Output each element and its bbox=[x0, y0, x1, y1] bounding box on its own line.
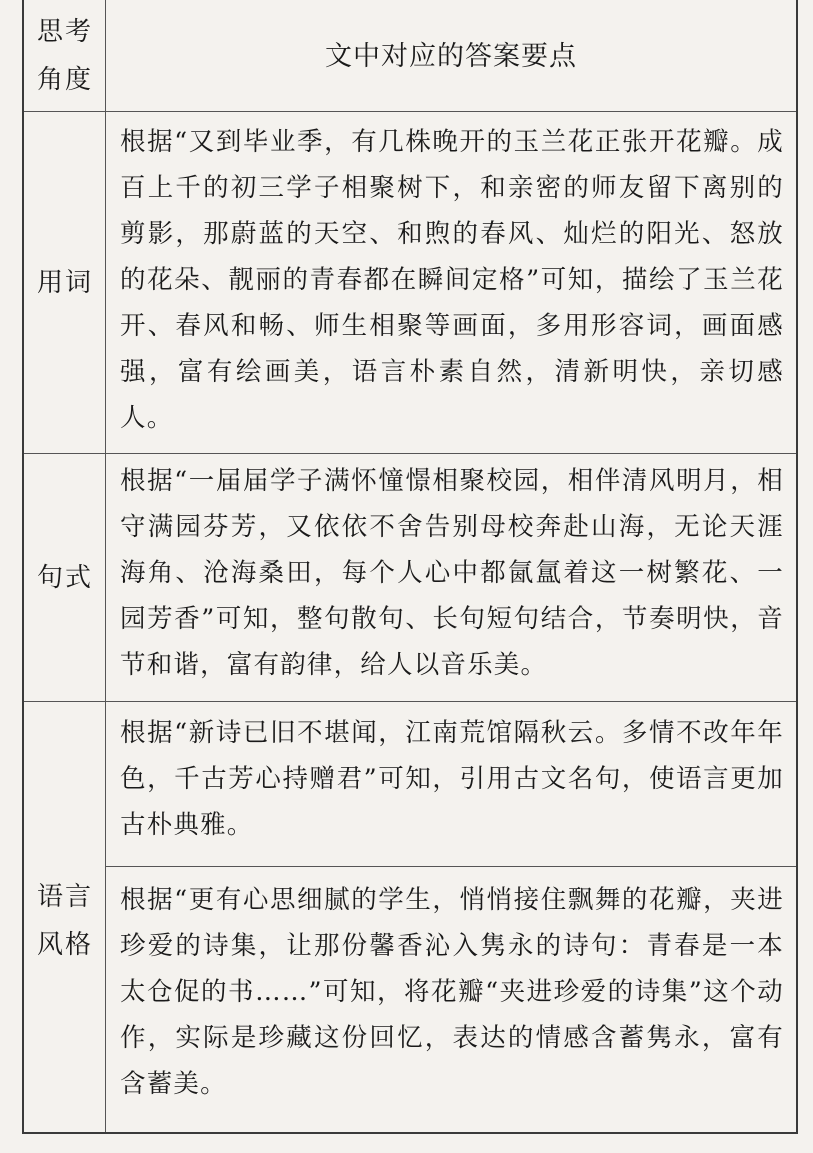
table-row-word-choice bbox=[24, 112, 796, 454]
table-row-language-style bbox=[24, 702, 796, 1132]
row-content-cell bbox=[106, 702, 796, 1132]
row-content-cell bbox=[106, 454, 796, 701]
header-right-cell bbox=[106, 0, 796, 111]
table-header-row bbox=[24, 0, 796, 112]
sub-row-divider bbox=[106, 866, 796, 867]
row-content-text-a: 根据“新诗已旧不堪闻，江南荒馆隔秋云。多情不改年年色，千古芳心持赠君”可知，引用古文名句，使语言更加古朴典雅。 bbox=[120, 718, 784, 840]
row-content-text-b: 根据“更有心思细腻的学生，悄悄接住飘舞的花瓣，夹进珍爱的诗集，让那份馨香沁入隽永的诗句：青春是一本太仓促的书……”可知，将花瓣“夹进珍爱的诗集”这个动作，实际是珍藏这份回忆，表达的情感含蓄隽永，富有含蓄美。 bbox=[120, 885, 784, 1099]
header-title: 文中对应的答案要点 bbox=[325, 41, 577, 72]
row-label-line2: 风格 bbox=[36, 930, 93, 960]
row-label-cell bbox=[24, 454, 106, 701]
row-label-cell bbox=[24, 112, 106, 453]
header-label-line1: 思考 bbox=[36, 17, 93, 47]
row-content-text: 根据“一届届学子满怀憧憬相聚校园，相伴清风明月，相守满园芬芳，又依依不舍告别母校奔赴山海，无论天涯海角、沧海桑田，每个人心中都氤氲着这一树繁花、一园芳香”可知，整句散句、长句短句结合，节奏明快，音节和谐，富有韵律，给人以音乐美。 bbox=[120, 466, 784, 680]
row-label-cell bbox=[24, 702, 106, 1132]
row-label-line1: 语言 bbox=[36, 882, 93, 912]
answer-table bbox=[22, 0, 798, 1134]
row-label: 用词 bbox=[36, 268, 93, 298]
row-content-text: 根据“又到毕业季，有几株晚开的玉兰花正张开花瓣。成百上千的初三学子相聚树下，和亲密的师友留下离别的剪影，那蔚蓝的天空、和煦的春风、灿烂的阳光、怒放的花朵、靓丽的青春都在瞬间定格”可知，描绘了玉兰花开、春风和畅、师生相聚等画面，多用形容词，画面感强，富有绘画美，语言朴素自然，清新明快，亲切感人。 bbox=[120, 127, 784, 433]
header-left-cell bbox=[24, 0, 106, 111]
row-label: 句式 bbox=[36, 563, 93, 593]
table-row-sentence-pattern bbox=[24, 454, 796, 702]
header-label-line2: 角度 bbox=[36, 65, 93, 95]
row-content-cell bbox=[106, 112, 796, 453]
